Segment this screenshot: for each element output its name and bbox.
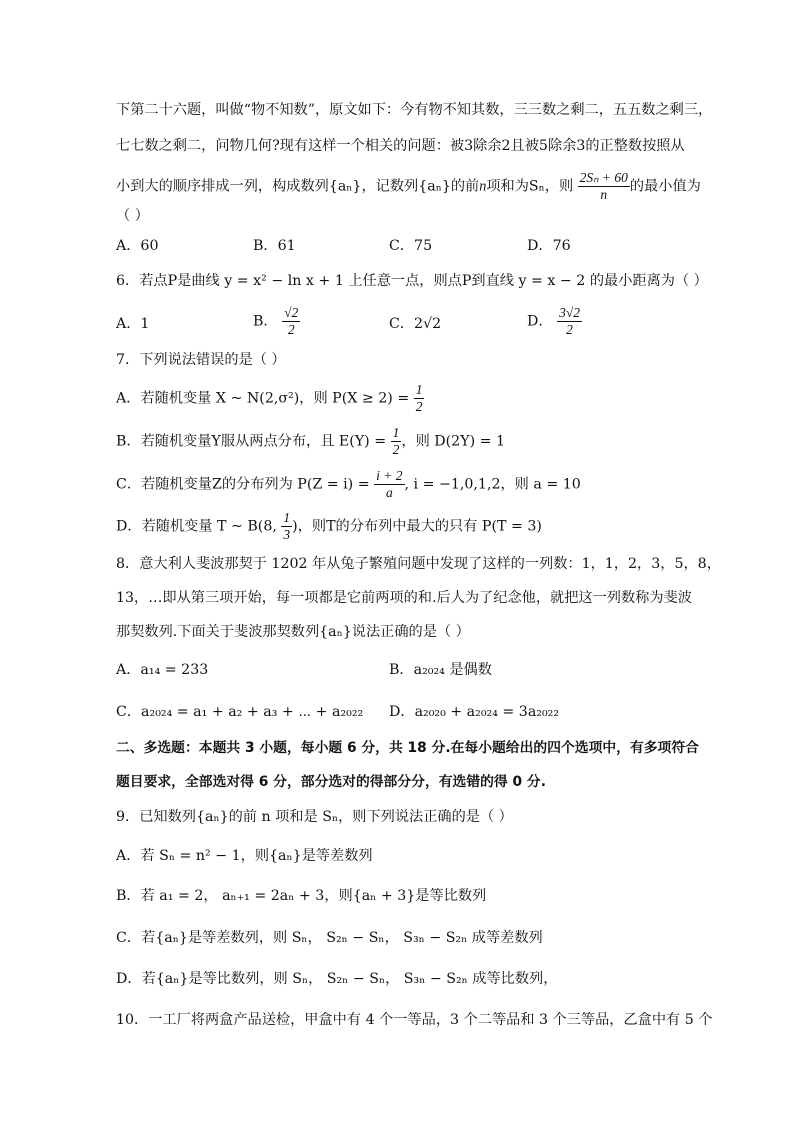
q8-line-1: 8．意大利人斐波那契于 1202 年从兔子繁殖问题中发现了这样的一列数：1，1，2，3，5，8， xyxy=(116,556,721,572)
q6-option-b-label: B． xyxy=(253,313,278,330)
q7-option-a xyxy=(116,382,424,415)
q5-option-c: C．75 xyxy=(389,238,433,254)
q7-option-a-denominator: 2 xyxy=(415,399,423,414)
q7-option-d-fraction xyxy=(281,510,292,543)
section2-heading-line-2: 题目要求，全部选对得 6 分，部分选对的得部分分，有选错的得 0 分. xyxy=(116,774,546,790)
q7-option-b xyxy=(116,425,505,458)
q7-stem: 7．下列说法错误的是（ ） xyxy=(116,352,286,368)
q6-option-b-fraction xyxy=(282,305,300,338)
q5-option-a: A．60 xyxy=(116,238,159,254)
q7-option-b-numerator: 1 xyxy=(392,425,400,440)
q7-option-c xyxy=(116,468,581,501)
q9-option-a: A．若 Sₙ = n² − 1，则{aₙ}是等差数列 xyxy=(116,848,373,864)
q6-option-d xyxy=(527,305,582,338)
q6-option-d-fraction xyxy=(557,305,582,338)
q7-option-c-fraction xyxy=(374,468,404,501)
q8-option-c: C．a₂₀₂₄ = a₁ + a₂ + a₃ + ⋯ + a₂₀₂₂ xyxy=(116,704,364,720)
q5-fraction-denominator: n xyxy=(600,187,608,202)
section2-heading-line-1: 二、多选题：本题共 3 小题，每小题 6 分，共 18 分.在每小题给出的四个选项中，有多项符合 xyxy=(116,740,699,756)
q5-line-3-mid: 项和为Sₙ，则 xyxy=(486,178,574,195)
q6-option-c: C．2√2 xyxy=(389,316,442,332)
q7-option-a-text: A．若随机变量 X ~ N(2,σ²)，则 P(X ≥ 2) = xyxy=(116,390,410,407)
q8-line-3: 那契数列.下面关于斐波那契数列{aₙ}说法正确的是（ ） xyxy=(116,624,470,640)
q9-option-b: B．若 a₁ = 2， aₙ₊₁ = 2aₙ + 3，则{aₙ + 3}是等比数列 xyxy=(116,888,487,904)
q6-option-b-numerator: √2 xyxy=(284,305,299,320)
q5-answer-paren: （ ） xyxy=(116,208,149,224)
q5-line-1: 下第二十六题，叫做“物不知数”，原文如下：今有物不知其数，三三数之剩二，五五数之剩三， xyxy=(116,102,713,118)
q5-line-3-pre: 小到大的顺序排成一列，构成数列{aₙ}，记数列{aₙ}的前 xyxy=(116,178,480,195)
q7-option-d-denominator: 3 xyxy=(283,527,291,542)
q7-option-d-text: D．若随机变量 T ~ B(8, xyxy=(116,518,277,535)
q7-option-c-denominator: a xyxy=(385,485,393,500)
q7-option-d xyxy=(116,510,542,543)
q6-option-d-label: D． xyxy=(527,313,553,330)
q5-line-2: 七七数之剩二，问物几何?现有这样一个相关的问题：被3除余2且被5除余3的正整数按照从 xyxy=(116,138,685,154)
q6-option-b xyxy=(253,305,300,338)
q7-option-c-numerator: i + 2 xyxy=(376,468,403,483)
q10-line-1: 10．一工厂将两盒产品送检，甲盒中有 4 个一等品，3 个二等品和 3 个三等品，乙盒中有 5 个 xyxy=(116,1012,713,1028)
q5-option-d: D．76 xyxy=(527,238,571,254)
q7-option-b-fraction xyxy=(391,425,402,458)
q6-option-d-numerator: 3√2 xyxy=(559,305,581,320)
q8-option-b: B．a₂₀₂₄ 是偶数 xyxy=(389,662,492,678)
q5-fraction-numerator: 2Sₙ + 60 xyxy=(579,170,628,185)
q7-option-d-post: )，则T的分布列中最大的只有 P(T = 3) xyxy=(292,518,542,535)
q7-option-c-text: C．若随机变量Z的分布列为 P(Z = i) = xyxy=(116,476,370,493)
q6-option-d-denominator: 2 xyxy=(566,322,573,337)
q9-stem: 9．已知数列{aₙ}的前 n 项和是 Sₙ，则下列说法正确的是（ ） xyxy=(116,809,513,825)
q8-option-a: A．a₁₄ = 233 xyxy=(116,662,209,678)
q7-option-b-text: B．若随机变量Y服从两点分布，且 E(Y) = xyxy=(116,433,387,450)
q7-option-d-numerator: 1 xyxy=(283,510,291,525)
q7-option-b-denominator: 2 xyxy=(392,442,400,457)
q6-option-a: A．1 xyxy=(116,316,150,332)
q7-option-c-post: , i = −1,0,1,2，则 a = 10 xyxy=(404,476,581,493)
q7-option-a-numerator: 1 xyxy=(415,382,423,397)
q6-option-b-denominator: 2 xyxy=(287,322,295,337)
q7-option-a-fraction xyxy=(414,382,425,415)
q7-option-b-post: ，则 D(2Y) = 1 xyxy=(401,433,506,450)
q5-option-b: B．61 xyxy=(253,238,296,254)
q8-line-2: 13，…即从第三项开始，每一项都是它前两项的和.后人为了纪念他，就把这一列数称为斐波 xyxy=(116,590,692,606)
q9-option-c: C．若{aₙ}是等差数列，则 Sₙ， S₂ₙ − Sₙ， S₃ₙ − S₂ₙ 成等差数列 xyxy=(116,930,543,946)
q9-option-d: D．若{aₙ}是等比数列，则 Sₙ， S₂ₙ − Sₙ， S₃ₙ − S₂ₙ 成等比数列， xyxy=(116,971,558,987)
q6-stem: 6．若点P是曲线 y = x² − ln x + 1 上任意一点，则点P到直线 y = x − 2 的最小距离为（ ） xyxy=(116,273,708,289)
q5-line-3-post: 的最小值为 xyxy=(629,178,701,195)
q8-option-d: D．a₂₀₂₀ + a₂₀₂₄ = 3a₂₀₂₂ xyxy=(389,704,560,720)
q5-line-3 xyxy=(116,170,701,203)
q5-fraction xyxy=(578,170,630,203)
q5-line-3-n: n xyxy=(479,178,487,195)
